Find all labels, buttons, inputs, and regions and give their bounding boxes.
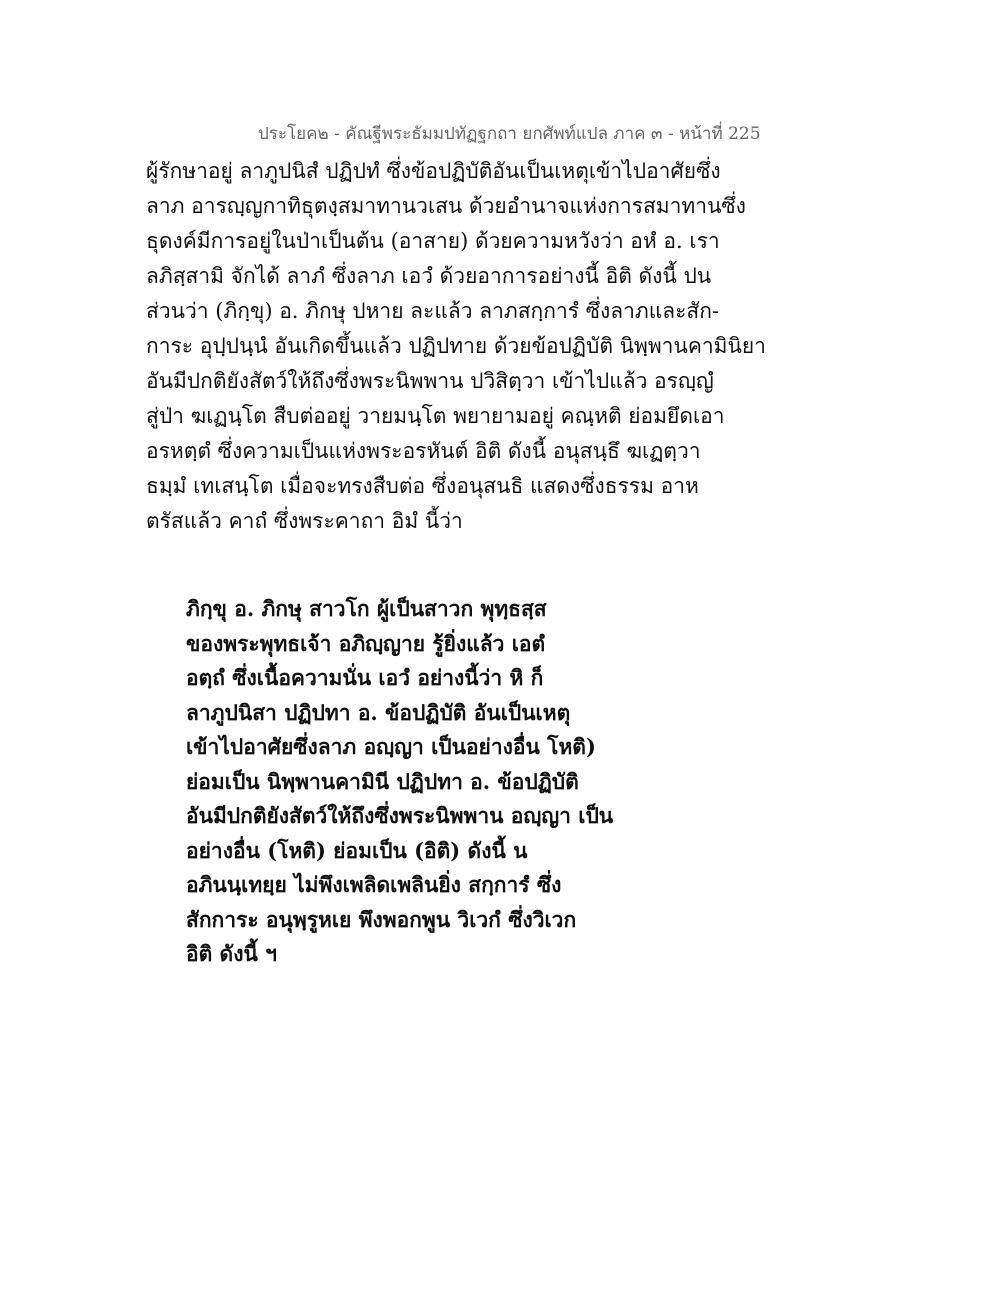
prose-line: ธุดงค์มีการอยู่ในป่าเป็นต้น (อาสาย) ด้วยความหวังว่า อหํ อ. เรา <box>146 229 720 253</box>
running-header: ประโยค๒ - คัณฐีพระธัมมปทัฏฐกถา ยกศัพท์แปล ภาค ๓ - หน้าที่ 225 <box>258 124 761 144</box>
prose-line: ตรัสแล้ว คาถํ ซึ่งพระคาถา อิมํ นี้ว่า <box>146 509 463 533</box>
verse-line: ย่อมเป็น นิพฺพานคามินี ปฏิปทา อ. ข้อปฏิบัติ <box>186 768 579 794</box>
verse-line: อภินนฺเทยฺย ไม่พึงเพลิดเพลินยิ่ง สกฺการํ ซึ่ง <box>186 872 562 897</box>
verse-line: ลาภูปนิสา ปฏิปทา อ. ข้อปฏิบัติ อันเป็นเหตุ <box>186 699 571 725</box>
prose-line: ผู้รักษาอยู่ ลาภูปนิสํ ปฏิปทํ ซึ่งข้อปฏิบัติอันเป็นเหตุเข้าไปอาศัยซึ่ง <box>146 159 721 183</box>
verse-line: เข้าไปอาศัยซึ่งลาภ อญฺญา เป็นอย่างอื่น โหติ) <box>186 734 596 759</box>
prose-line: การะ อุปฺปนฺนํ อันเกิดขึ้นแล้ว ปฏิปทาย ด้วยข้อปฏิบัติ นิพฺพานคามินิยา <box>146 334 766 358</box>
prose-line: ส่วนว่า (ภิกฺขุ) อ. ภิกษุ ปหาย ละแล้ว ลาภสกฺการํ ซึ่งลาภและสัก- <box>146 299 720 323</box>
verse-block <box>186 592 746 972</box>
verse-line: อย่างอื่น (โหติ) ย่อมเป็น (อิติ) ดังนี้ น <box>186 837 528 863</box>
verse-line: ของพระพุทธเจ้า อภิญฺญาย รู้ยิ่งแล้ว เอตํ <box>186 630 546 656</box>
prose-line: อรหตฺตํ ซึ่งความเป็นแห่งพระอรหันต์ อิติ ดังนี้ อนุสนฺธึ ฆเฏตฺวา <box>146 439 701 463</box>
verse-line: อันมีปกติยังสัตว์ให้ถึงซึ่งพระนิพพาน อญฺญา เป็น <box>186 803 614 828</box>
verse-line: อตฺถํ ซึ่งเนื้อความนั่น เอวํ อย่างนี้ว่า หิ ก็ <box>186 665 544 690</box>
verse-line: สักการะ อนุพฺรูหเย พึงพอกพูน วิเวกํ ซึ่งวิเวก <box>186 906 577 932</box>
prose-line: ลาภ อารญฺญกาทิธุตงฺสมาทานวเสน ด้วยอำนาจแห่งการสมาทานซึ่ง <box>146 194 746 218</box>
verse-line: อิติ ดังนี้ ฯ <box>186 941 277 966</box>
verse-line: ภิกฺขุ อ. ภิกษุ สาวโก ผู้เป็นสาวก พุทฺธสฺส <box>186 596 547 621</box>
prose-block <box>146 154 766 539</box>
prose-line: สู่ป่า ฆเฏนฺโต สืบต่ออยู่ วายมนฺโต พยายามอยู่ คณฺหติ ย่อมยึดเอา <box>146 404 725 428</box>
prose-line: ลภิสฺสามิ จักได้ ลาภํ ซึ่งลาภ เอวํ ด้วยอาการอย่างนี้ อิติ ดังนี้ ปน <box>146 264 712 288</box>
prose-line: อันมีปกติยังสัตว์ให้ถึงซึ่งพระนิพพาน ปวิสิตฺวา เข้าไปแล้ว อรญฺญํ <box>146 369 714 393</box>
prose-line: ธมฺมํ เทเสนฺโต เมื่อจะทรงสืบต่อ ซึ่งอนุสนธิ แสดงซึ่งธรรม อาห <box>146 474 699 498</box>
